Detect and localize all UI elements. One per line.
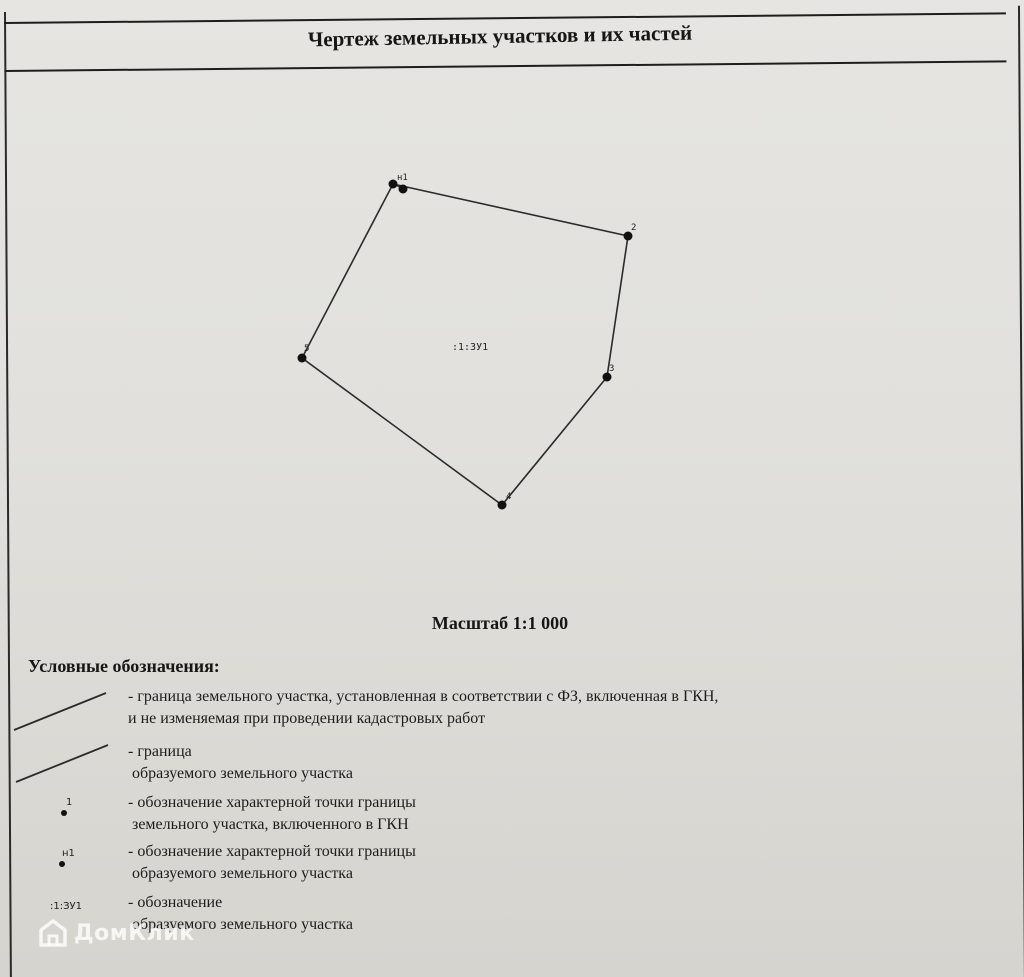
page-title: Чертеж земельных участков и их частей xyxy=(307,20,693,52)
legend-line-text: - обозначение xyxy=(128,894,223,911)
legend-line-text: - обозначение характерной точки границы xyxy=(128,794,416,811)
legend-line-text: - граница земельного участка, установленная в соответствии с ФЗ, включенная в ГКН, xyxy=(128,688,719,705)
point-label: 5 xyxy=(304,344,310,354)
house-logo-icon xyxy=(38,918,68,948)
legend-point-gkn-label: 1 xyxy=(66,797,73,808)
legend-line-text: образуемого земельного участка xyxy=(132,765,353,782)
legend-line-text: образуемого земельного участка xyxy=(132,916,353,933)
legend-item-gkn-boundary xyxy=(128,686,718,730)
legend-line-text: - обозначение характерной точки границы xyxy=(128,843,416,860)
boundary-point-n1-secondary xyxy=(399,185,408,194)
legend-line-gkn-boundary xyxy=(14,693,106,730)
legend-title: Условные обозначения: xyxy=(28,656,220,676)
legend-line-text: земельного участка, включенного в ГКН xyxy=(132,816,409,833)
legend-item-new-point xyxy=(128,841,416,885)
legend-item-new-boundary xyxy=(128,741,353,785)
point-label: 3 xyxy=(609,364,615,374)
legend-item-gkn-point xyxy=(128,792,416,836)
legend-line-new-boundary xyxy=(16,745,108,782)
legend-point-new-label: н1 xyxy=(62,848,75,859)
legend-line-text: - граница xyxy=(128,743,192,760)
legend-line-text: образуемого земельного участка xyxy=(132,865,353,882)
legend-point-new-symbol xyxy=(59,861,65,867)
point-label: н1 xyxy=(397,173,408,183)
legend-parcel-symbol: :1:ЗУ1 xyxy=(50,901,82,912)
point-label: 2 xyxy=(631,223,637,233)
legend-line-text: и не изменяемая при проведении кадастровых работ xyxy=(128,710,486,727)
boundary-point-5 xyxy=(298,354,307,363)
parcel-label: :1:ЗУ1 xyxy=(452,342,489,353)
scale-label: Масштаб 1:1 000 xyxy=(431,613,569,633)
legend-point-gkn-symbol xyxy=(61,810,67,816)
watermark-text: ДомКлик xyxy=(74,920,195,946)
point-label: 4 xyxy=(506,492,512,502)
domclick-watermark xyxy=(38,918,195,948)
